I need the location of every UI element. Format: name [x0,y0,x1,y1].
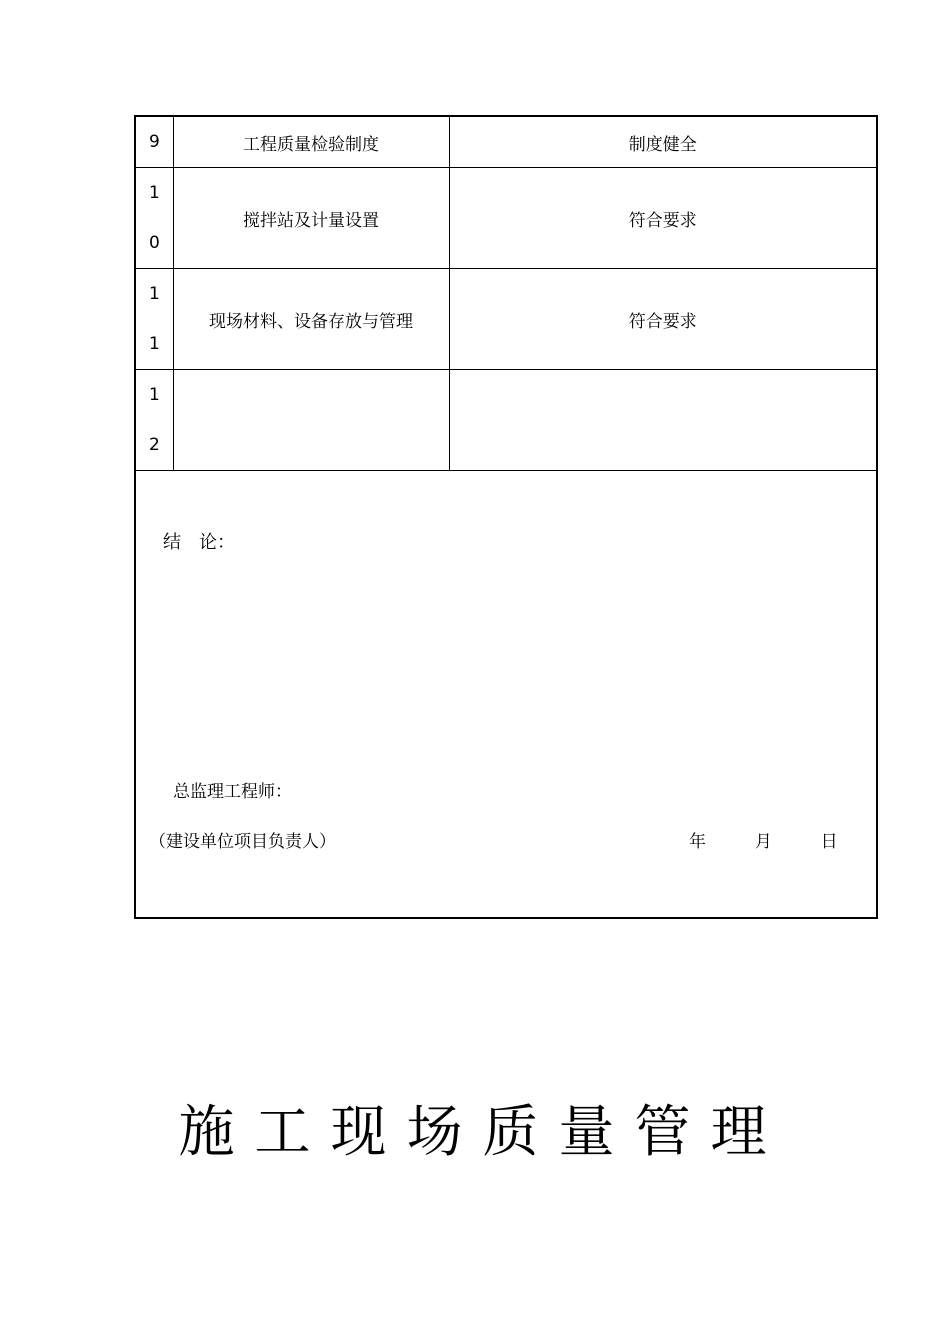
check-result [449,370,876,471]
row-number: 12 [136,370,173,471]
conclusion-label: 结 论： [163,532,235,553]
check-result: 符合要求 [449,168,876,269]
check-result: 符合要求 [449,269,876,370]
chief-engineer-label: 总监理工程师： [173,782,292,802]
table-row [136,168,876,269]
row-number: 9 [136,117,173,168]
check-item [173,370,449,471]
date-month: 月 [754,832,772,852]
row-number: 10 [136,168,173,269]
check-item: 搅拌站及计量设置 [173,168,449,269]
row-number: 11 [136,269,173,370]
table-row [136,370,876,471]
page-title: 施工现场质量管理 [178,1100,787,1165]
check-item: 现场材料、设备存放与管理 [173,269,449,370]
check-result: 制度健全 [449,117,876,168]
table-row [136,269,876,370]
check-item: 工程质量检验制度 [173,117,449,168]
owner-label: （建设单位项目负责人） [149,832,336,852]
date-line [689,827,838,852]
table-row [136,117,876,168]
inspection-table [136,117,876,471]
date-day: 日 [820,832,838,852]
date-year: 年 [689,832,706,852]
inspection-form [134,115,878,919]
